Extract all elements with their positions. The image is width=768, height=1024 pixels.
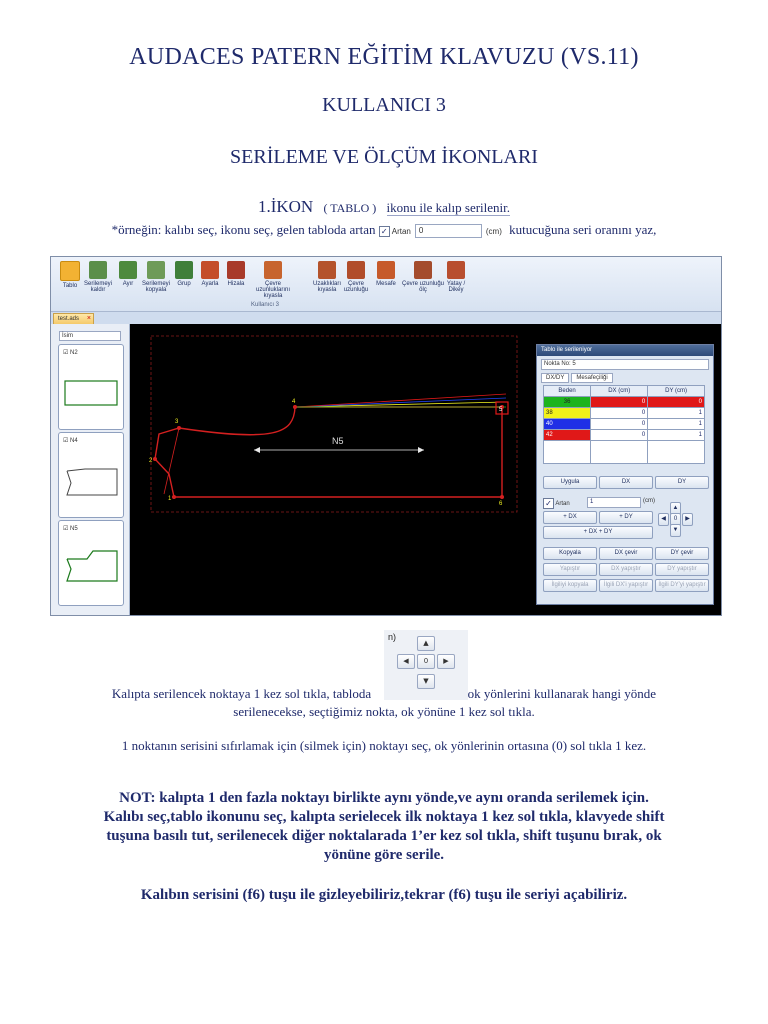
instruction-line-3: 1 noktanın serisini sıfırlamak için (silmek için) noktayı seç, ok yönlerinin ortasına (0) sol tıkla 1 kez.: [121, 738, 647, 753]
ribbon-button-label: Tablo: [62, 283, 78, 289]
ribbon-tool-icon: [119, 261, 137, 279]
close-icon[interactable]: ×: [86, 315, 92, 322]
canvas-piece-label: N5: [332, 436, 344, 446]
ribbon-button-label: Yatay / Dikey: [446, 281, 466, 293]
table-row[interactable]: 40 0 1: [544, 419, 705, 430]
dx-button[interactable]: DX: [599, 476, 653, 489]
col-header: DX (cm): [591, 386, 648, 397]
artan-label-inline: Artan: [391, 226, 411, 236]
svg-text:3: 3: [175, 419, 179, 425]
plus-dx-button[interactable]: + DX: [543, 511, 597, 524]
ribbon-button-7[interactable]: [221, 261, 251, 287]
table-row[interactable]: 42 0 1: [544, 430, 705, 441]
ribbon-tool-icon: [264, 261, 282, 279]
arrow-up-button[interactable]: ▲: [670, 502, 681, 515]
icon-description: ikonu ile kalıp serilenir.: [386, 200, 511, 215]
note-line-4: yönüne göre serile.: [323, 847, 445, 863]
tab-distance[interactable]: Mesafeçiliği: [571, 373, 612, 383]
icon-heading: 1.İKON: [257, 197, 314, 216]
arrow-up-icon[interactable]: ▲: [417, 636, 435, 651]
ribbon-tool-icon: [60, 261, 80, 281]
piece-thumbnail: [59, 433, 123, 517]
artan-label: Artan: [555, 501, 570, 508]
point-number-select[interactable]: Nokta No: 5: [541, 359, 709, 370]
ribbon-tool-icon: [201, 261, 219, 279]
piece-card-n2[interactable]: [58, 344, 124, 430]
ribbon-button-label: Grup: [177, 281, 191, 287]
related-copy-button[interactable]: İlgiliyi kopyala: [543, 579, 597, 592]
example-lead: *örneğin: kalıbı seç, ikonu seç, gelen tabloda artan: [111, 222, 376, 237]
artan-input[interactable]: 1: [587, 497, 641, 508]
ribbon-tool-icon: [377, 261, 395, 279]
pieces-sidebar: [51, 324, 130, 615]
plus-dy-button[interactable]: + DY: [599, 511, 653, 524]
ribbon-tool-icon: [347, 261, 365, 279]
ribbon-tool-icon: [414, 261, 432, 279]
ribbon-tool-icon: [447, 261, 465, 279]
copy-button[interactable]: Kopyala: [543, 547, 597, 560]
instruction-1-left: Kalıpta serilencek noktaya 1 kez sol tıkla, tabloda: [111, 686, 372, 701]
pattern-outline: [155, 407, 502, 497]
artan-unit: (cm): [643, 498, 655, 504]
ribbon-button-label: Uzaklıkları kıyasla: [312, 281, 341, 293]
artan-input-inline: 0: [415, 224, 482, 238]
ribbon-button-label: Hizala: [227, 281, 245, 287]
ribbon-button-label: Çevre uzunluklarını kıyasla: [255, 281, 291, 299]
artan-row: [543, 498, 570, 509]
piece-label: ☑ N4: [63, 438, 78, 444]
document-tabstrip: [51, 312, 721, 324]
ribbon-button-label: Çevre uzunluğu ölç: [401, 281, 445, 293]
tab-dxdy[interactable]: DX/DY: [541, 373, 569, 383]
col-header: DY (cm): [648, 386, 705, 397]
ribbon-tool-icon: [147, 261, 165, 279]
app-screenshot: [50, 256, 722, 616]
artan-checkbox-inline: ✓: [379, 226, 390, 237]
piece-label: ☑ N2: [63, 350, 78, 356]
note-line-3: tuşuna basılı tut, serilenecek diğer noktalarada 1’er kez sol tıkla, shift tuşunu bırak, ok: [106, 828, 662, 844]
note-line-1: NOT: kalıpta 1 den fazla noktayı birlikte aynı yönde,ve aynı oranda serilemek için.: [119, 790, 649, 806]
grading-table: [543, 385, 705, 464]
ribbon-button-12[interactable]: [401, 261, 445, 293]
section-title: SERİLEME VE ÖLÇÜM İKONLARI: [230, 146, 538, 168]
example-line: [0, 222, 768, 238]
doc-subtitle: KULLANICI 3: [322, 94, 446, 116]
ribbon-button-label: Ayır: [122, 281, 134, 287]
ribbon-button-11[interactable]: [371, 261, 401, 287]
icon-heading-line: [0, 197, 768, 217]
arrow-right-button[interactable]: ▶: [682, 513, 693, 526]
grading-table-panel: [536, 344, 714, 605]
arrow-down-button[interactable]: ▼: [670, 524, 681, 537]
dx-paste-button[interactable]: DX yapıştır: [599, 563, 653, 576]
example-tail: kutucuğuna seri oranını yaz,: [509, 222, 657, 237]
dy-button[interactable]: DY: [655, 476, 709, 489]
ribbon-button-1[interactable]: [55, 261, 85, 289]
arrow-left-button[interactable]: ◀: [658, 513, 669, 526]
svg-text:4: 4: [292, 399, 296, 405]
dy-reverse-button[interactable]: DY çevir: [655, 547, 709, 560]
ribbon-tool-icon: [175, 261, 193, 279]
instruction-line-2: serilenecekse, seçtiğimiz nokta, ok yönüne 1 kez sol tıkla.: [233, 704, 535, 719]
apply-button[interactable]: Uygula: [543, 476, 597, 489]
ribbon-button-2[interactable]: [83, 261, 113, 293]
arrow-left-icon[interactable]: ◀: [397, 654, 415, 669]
ribbon-button-label: Serilemeyi kaldır: [83, 281, 112, 293]
piece-thumbnail: [59, 345, 123, 429]
arrow-center-button[interactable]: 0: [670, 513, 681, 526]
piece-card-n5[interactable]: [58, 520, 124, 606]
arrow-right-icon[interactable]: ▶: [437, 654, 455, 669]
ribbon-button-label: Mesafe: [376, 281, 396, 287]
arrow-down-icon[interactable]: ▼: [417, 674, 435, 689]
ribbon-tool-icon: [318, 261, 336, 279]
related-dx-paste-button[interactable]: İlgili DX'i yapıştır: [599, 579, 653, 592]
paste-button[interactable]: Yapıştır: [543, 563, 597, 576]
col-header: Beden: [544, 386, 591, 397]
piece-label: ☑ N5: [63, 526, 78, 532]
doc-title: AUDACES PATERN EĞİTİM KLAVUZU (VS.11): [129, 44, 639, 70]
panel-title: Tablo ile serileniyor: [537, 345, 713, 356]
ribbon-button-8[interactable]: [251, 261, 295, 299]
dy-paste-button[interactable]: DY yapıştır: [655, 563, 709, 576]
sidebar-filter-select[interactable]: İsim: [59, 331, 121, 341]
panel-tabs: [541, 373, 615, 383]
ribbon-group-label: Kullanıcı 3: [251, 302, 280, 308]
related-dy-paste-button[interactable]: İlgili DY'yi yapıştır: [655, 579, 709, 592]
ribbon-button-4[interactable]: [141, 261, 171, 293]
svg-text:6: 6: [499, 501, 503, 507]
ribbon-tool-icon: [89, 261, 107, 279]
instruction-line-1: [40, 685, 728, 703]
svg-text:2: 2: [149, 458, 153, 464]
plus-dxdy-button[interactable]: + DX + DY: [543, 526, 653, 539]
table-row[interactable]: 36 0 0: [544, 397, 705, 408]
note-line-2: Kalıbı seç,tablo ikonunu seç, kalıpta serielecek ilk noktaya 1 kez sol tıkla, klavyede shift: [103, 809, 665, 825]
ribbon-button-3[interactable]: [113, 261, 143, 287]
dx-reverse-button[interactable]: DX çevir: [599, 547, 653, 560]
artan-checkbox[interactable]: ✓: [543, 498, 554, 509]
piece-card-n4[interactable]: [58, 432, 124, 518]
ribbon-button-13[interactable]: [441, 261, 471, 293]
file-tab-label: test.ads: [58, 316, 80, 322]
icon-name: ( TABLO ): [323, 201, 377, 215]
ribbon-button-label: Serilemeyi kopyala: [141, 281, 170, 293]
svg-text:5: 5: [499, 407, 503, 413]
instruction-1-right: ok yönlerini kullanarak hangi yönde: [467, 686, 657, 701]
arrow-center-button[interactable]: 0: [417, 654, 435, 669]
ribbon-button-10[interactable]: [341, 261, 371, 293]
unit-fragment: n): [388, 632, 397, 642]
note-line-5: Kalıbın serisini (f6) tuşu ile gizleyebiliriz,tekrar (f6) tuşu ile seriyi açabiliriz.: [140, 887, 628, 903]
artan-unit-inline: (cm): [485, 226, 502, 236]
ribbon-button-label: Çevre uzunluğu: [343, 281, 369, 293]
piece-thumbnail: [59, 521, 123, 605]
ribbon-toolbar: [51, 257, 721, 312]
svg-text:1: 1: [168, 496, 172, 502]
table-row[interactable]: 38 0 1: [544, 408, 705, 419]
ribbon-button-label: Ayarla: [201, 281, 219, 287]
ribbon-tool-icon: [227, 261, 245, 279]
